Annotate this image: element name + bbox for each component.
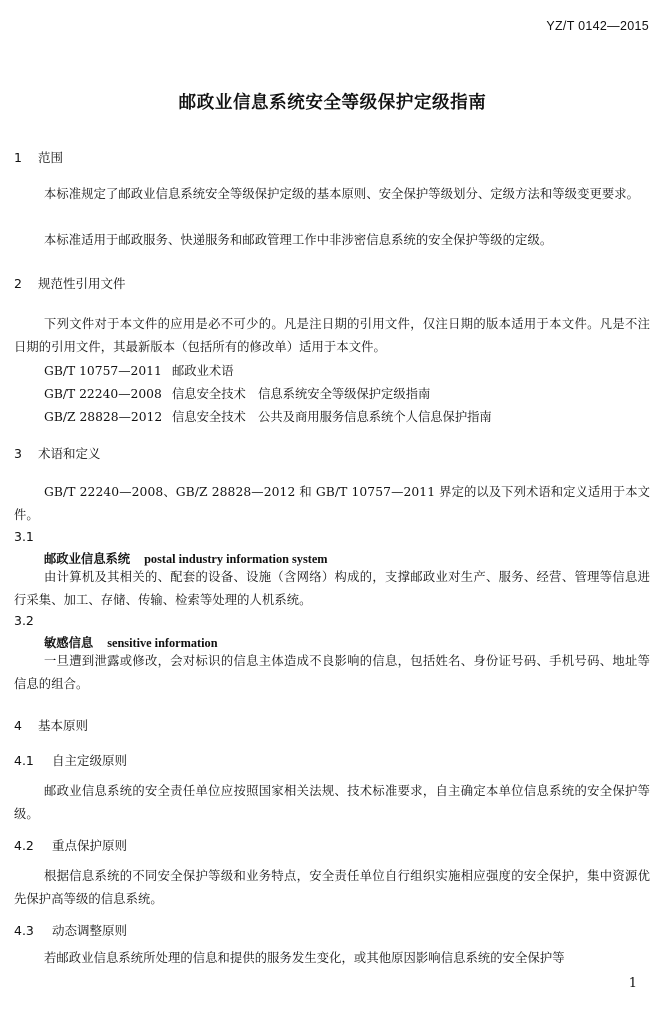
- section-number: 4: [14, 718, 22, 733]
- term-name-en: postal industry information system: [144, 552, 328, 566]
- section-3-intro: GB/T 22240—2008、GB/Z 28828—2012 和 GB/T 10757—2011 界定的以及下列术语和定义适用于本文件。: [14, 485, 650, 522]
- section-title: 术语和定义: [38, 446, 101, 461]
- page-number: 1: [628, 976, 637, 991]
- section-1-paragraph-2: 本标准适用于邮政服务、快递服务和邮政管理工作中非涉密信息系统的安全保护等级的定级。: [44, 233, 553, 247]
- term-definition: 一旦遭到泄露或修改，会对标识的信息主体造成不良影响的信息，包括姓名、身份证号码、手机号码、地址等信息的组合。: [14, 654, 650, 691]
- reference-item: [44, 407, 492, 425]
- section-1-paragraph-1: 本标准规定了邮政业信息系统安全等级保护定级的基本原则、安全保护等级划分、定级方法和等级变更要求。: [44, 187, 640, 201]
- section-number: 1: [14, 150, 22, 165]
- subsection-number: 4.1: [14, 753, 34, 768]
- term-number: 3.1: [14, 529, 34, 544]
- reference-title: 邮政业术语: [172, 364, 234, 378]
- subsection-title: 自主定级原则: [52, 753, 128, 768]
- section-title: 范围: [38, 150, 64, 165]
- reference-title: 信息安全技术 公共及商用服务信息系统个人信息保护指南: [172, 410, 492, 424]
- subsection-number: 4.3: [14, 923, 34, 938]
- reference-code: GB/Z 28828—2012: [44, 410, 163, 424]
- section-3-heading: [14, 444, 101, 462]
- subsection-title: 重点保护原则: [52, 838, 128, 853]
- subsection-4-3-heading: [14, 921, 127, 939]
- section-number: 3: [14, 446, 22, 461]
- section-2-heading: [14, 274, 126, 292]
- section-1-heading: [14, 148, 63, 166]
- reference-title: 信息安全技术 信息系统安全等级保护定级指南: [172, 387, 431, 401]
- reference-code: GB/T 10757—2011: [44, 364, 162, 378]
- term-name-cn: 邮政业信息系统: [44, 551, 131, 566]
- subsection-4-1-text: 邮政业信息系统的安全责任单位应按照国家相关法规、技术标准要求，自主确定本单位信息系统的安全保护等级。: [14, 784, 650, 821]
- reference-code: GB/T 22240—2008: [44, 387, 162, 401]
- subsection-title: 动态调整原则: [52, 923, 128, 938]
- term-name-en: sensitive information: [107, 636, 218, 650]
- term-name-cn: 敏感信息: [44, 635, 94, 650]
- section-number: 2: [14, 276, 22, 291]
- reference-item: [44, 361, 234, 379]
- subsection-4-2-text: 根据信息系统的不同安全保护等级和业务特点，安全责任单位自行组织实施相应强度的安全保护，集中资源优先保护高等级的信息系统。: [14, 869, 650, 906]
- reference-item: [44, 384, 430, 402]
- subsection-4-2-heading: [14, 836, 127, 854]
- section-2-intro: 下列文件对于本文件的应用是必不可少的。凡是注日期的引用文件，仅注日期的版本适用于本文件。凡是不注日期的引用文件，其最新版本（包括所有的修改单）适用于本文件。: [14, 317, 650, 354]
- subsection-4-3-text: 若邮政业信息系统所处理的信息和提供的服务发生变化，或其他原因影响信息系统的安全保护等: [44, 951, 565, 965]
- section-title: 规范性引用文件: [38, 276, 126, 291]
- term-name: [44, 633, 218, 651]
- term-name: [44, 549, 328, 567]
- section-4-heading: [14, 716, 88, 734]
- section-title: 基本原则: [38, 718, 89, 733]
- term-definition: 由计算机及其相关的、配套的设备、设施（含网络）构成的，支撑邮政业对生产、服务、经营、管理等信息进行采集、加工、存储、传输、检索等处理的人机系统。: [14, 570, 650, 607]
- subsection-4-1-heading: [14, 751, 127, 769]
- term-number: 3.2: [14, 613, 34, 628]
- standard-code: YZ/T 0142—2015: [546, 19, 649, 33]
- document-title: 邮政业信息系统安全等级保护定级指南: [178, 93, 487, 113]
- subsection-number: 4.2: [14, 838, 34, 853]
